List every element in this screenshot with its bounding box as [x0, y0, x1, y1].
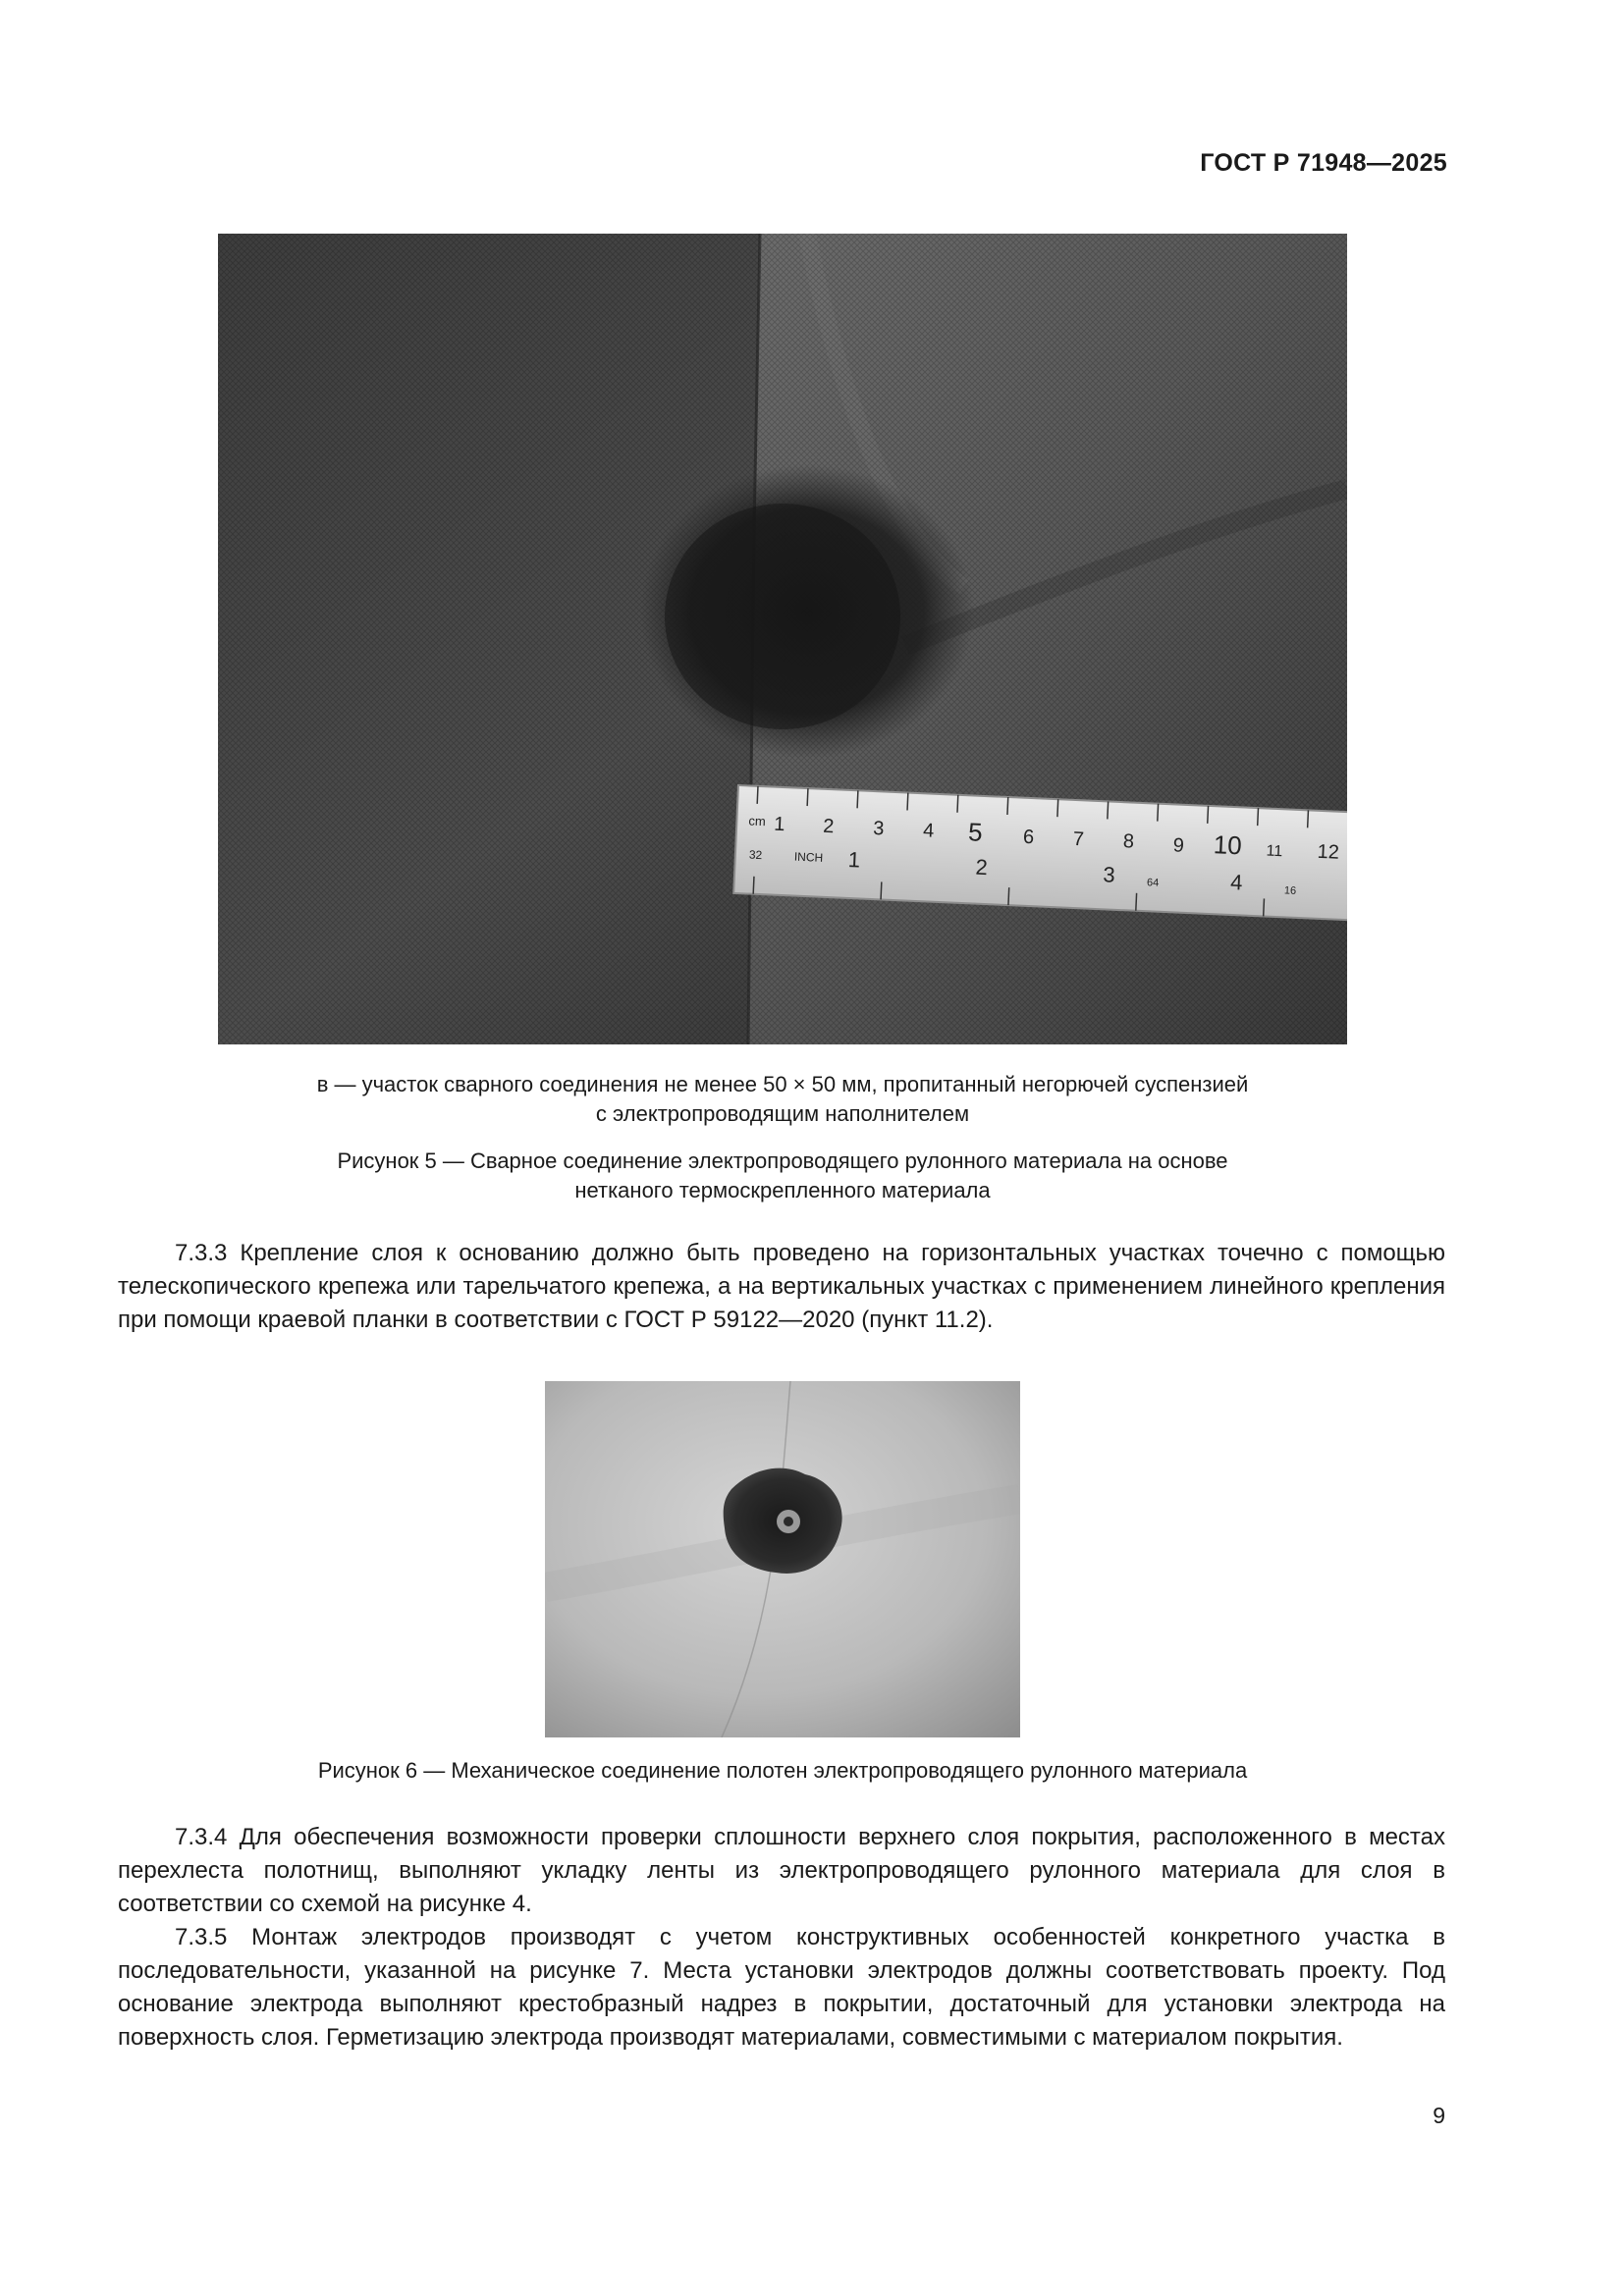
- section-7-3-4-text: 7.3.4 Для обеспечения возможности проверки сплошности верхнего слоя покрытия, расположенного в местах перехлеста полотнищ, выполняют укладку ленты из электропроводящего рулонного материала для слоя в соответствии со схемой на рисунке 4.: [118, 1824, 1445, 1917]
- ruler-cm-label: 1: [773, 813, 785, 836]
- ruler-cm-label: 7: [1072, 828, 1085, 851]
- ruler-cm-label: 8: [1122, 830, 1135, 853]
- ruler-cm-label: 10: [1213, 829, 1243, 861]
- ruler-cm-label: 3: [872, 818, 885, 840]
- figure-6-caption: [218, 1756, 1347, 1786]
- figure-6-caption-line: Рисунок 6 — Механическое соединение полотен электропроводящего рулонного материала: [317, 1758, 1248, 1783]
- ruler-cm-unit: cm: [748, 813, 767, 829]
- figure-5-subcaption-line: с электропроводящим наполнителем: [595, 1101, 970, 1126]
- ruler-cm-label: 2: [822, 815, 835, 838]
- section-7-3-5-text: 7.3.5 Монтаж электродов производят с учетом конструктивных особенностей конкретного участка в последовательности, указанной на рисунке 7. Места установки электродов должны соответствовать проекту. Под основание электрода выполняют крестобразный надрез в покрытии, достаточный для установки электрода на поверхность слоя. Герметизацию электрода производят материалами, совместимыми с материалом покрытия.: [118, 1924, 1445, 2051]
- figure-5-caption-line: Рисунок 5 — Сварное соединение электропроводящего рулонного материала на основе: [337, 1148, 1228, 1173]
- ruler-inch-label: 2: [975, 854, 989, 881]
- sections-7-3-4-and-7-3-5: [118, 1821, 1445, 2055]
- figure-5-subcaption-line: в — участок сварного соединения не менее 50 × 50 мм, пропитанный негорючей суспензией: [316, 1072, 1249, 1096]
- ruler-cm-label: 11: [1266, 842, 1283, 861]
- ruler-small-mark: 32: [748, 847, 763, 863]
- figure-5-caption-line: нетканого термоскрепленного материала: [574, 1178, 991, 1202]
- ruler-cm-label: 12: [1317, 840, 1340, 864]
- document-header-code: ГОСТ Р 71948—2025: [1200, 149, 1447, 177]
- figure-5-subcaption: [218, 1070, 1347, 1129]
- section-7-3-3-text: 7.3.3 Крепление слоя к основанию должно быть проведено на горизонтальных участках точечно с помощью телескопического крепежа или тарельчатого крепежа, а на вертикальных участках с применением линейного крепления при помощи краевой планки в соответствии с ГОСТ Р 59122—2020 (пункт 11.2).: [118, 1240, 1445, 1333]
- ruler-small-mark: 64: [1146, 877, 1160, 889]
- ruler-inch-unit: INCH: [793, 849, 824, 865]
- ruler-cm-label: 6: [1022, 826, 1035, 849]
- figure-5-caption: [218, 1147, 1347, 1205]
- ruler-inch-label: 3: [1102, 862, 1116, 887]
- ruler-inch-label: 4: [1229, 869, 1243, 895]
- page-number: 9: [1433, 2103, 1445, 2128]
- ruler-cm-label: 5: [967, 817, 984, 847]
- ruler-cm-label: 4: [922, 820, 935, 842]
- section-7-3-3: [118, 1237, 1445, 1337]
- figure-5-photo: [218, 234, 1347, 1044]
- ruler-inch-label: 1: [847, 846, 861, 873]
- figure-6-photo: [545, 1381, 1020, 1737]
- ruler-cm-label: 9: [1172, 834, 1185, 857]
- ruler-small-mark: 16: [1283, 884, 1297, 897]
